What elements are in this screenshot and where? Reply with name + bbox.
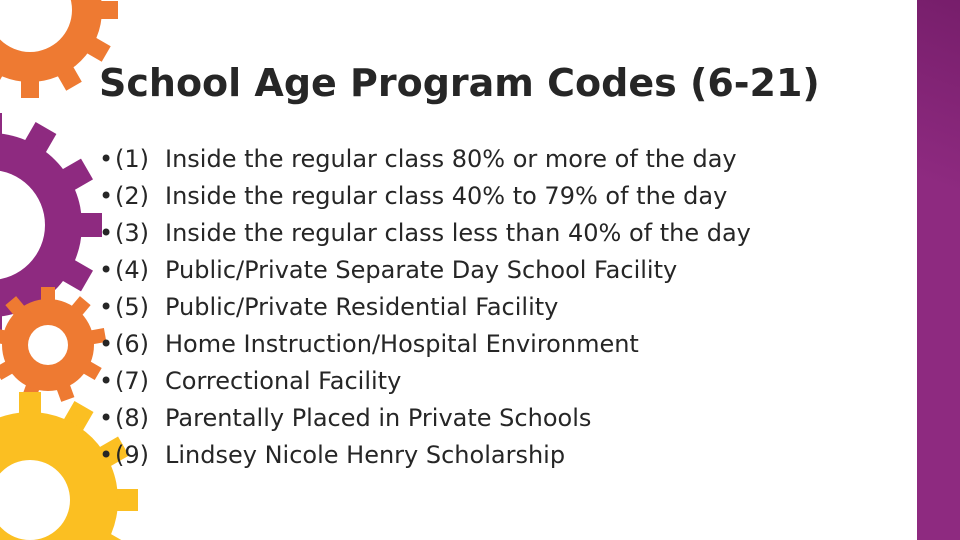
purple-side-bar — [917, 0, 960, 540]
list-item — [99, 326, 909, 363]
bullet: • — [99, 330, 114, 358]
program-description: Parentally Placed in Private Schools — [165, 404, 592, 432]
list-item — [99, 252, 909, 289]
bullet: • — [99, 367, 114, 395]
slide-title: School Age Program Codes (6-21) — [99, 61, 820, 105]
program-code: (4) — [115, 256, 149, 284]
bullet: • — [99, 219, 114, 247]
program-code: (1) — [115, 145, 149, 173]
program-code: (7) — [115, 367, 149, 395]
bullet: • — [99, 256, 114, 284]
program-code: (6) — [115, 330, 149, 358]
program-description: Lindsey Nicole Henry Scholarship — [165, 441, 566, 469]
program-description: Public/Private Separate Day School Facility — [165, 256, 678, 284]
bullet: • — [99, 404, 114, 432]
program-code-list — [99, 141, 909, 474]
program-code: (8) — [115, 404, 149, 432]
program-description: Correctional Facility — [165, 367, 402, 395]
list-item — [99, 437, 909, 474]
bullet: • — [99, 145, 114, 173]
program-code: (2) — [115, 182, 149, 210]
program-description: Inside the regular class 80% or more of the day — [165, 145, 737, 173]
orange-gear-small — [0, 287, 106, 402]
program-code: (9) — [115, 441, 149, 469]
program-description: Home Instruction/Hospital Environment — [165, 330, 639, 358]
list-item — [99, 363, 909, 400]
list-item — [99, 400, 909, 437]
list-item — [99, 141, 909, 178]
program-description: Inside the regular class less than 40% of the day — [165, 219, 751, 247]
list-item — [99, 215, 909, 252]
list-item — [99, 178, 909, 215]
program-code: (3) — [115, 219, 149, 247]
bullet: • — [99, 182, 114, 210]
program-description: Inside the regular class 40% to 79% of the day — [165, 182, 728, 210]
bullet: • — [99, 441, 114, 469]
bullet: • — [99, 293, 114, 321]
program-description: Public/Private Residential Facility — [165, 293, 559, 321]
program-code: (5) — [115, 293, 149, 321]
list-item — [99, 289, 909, 326]
